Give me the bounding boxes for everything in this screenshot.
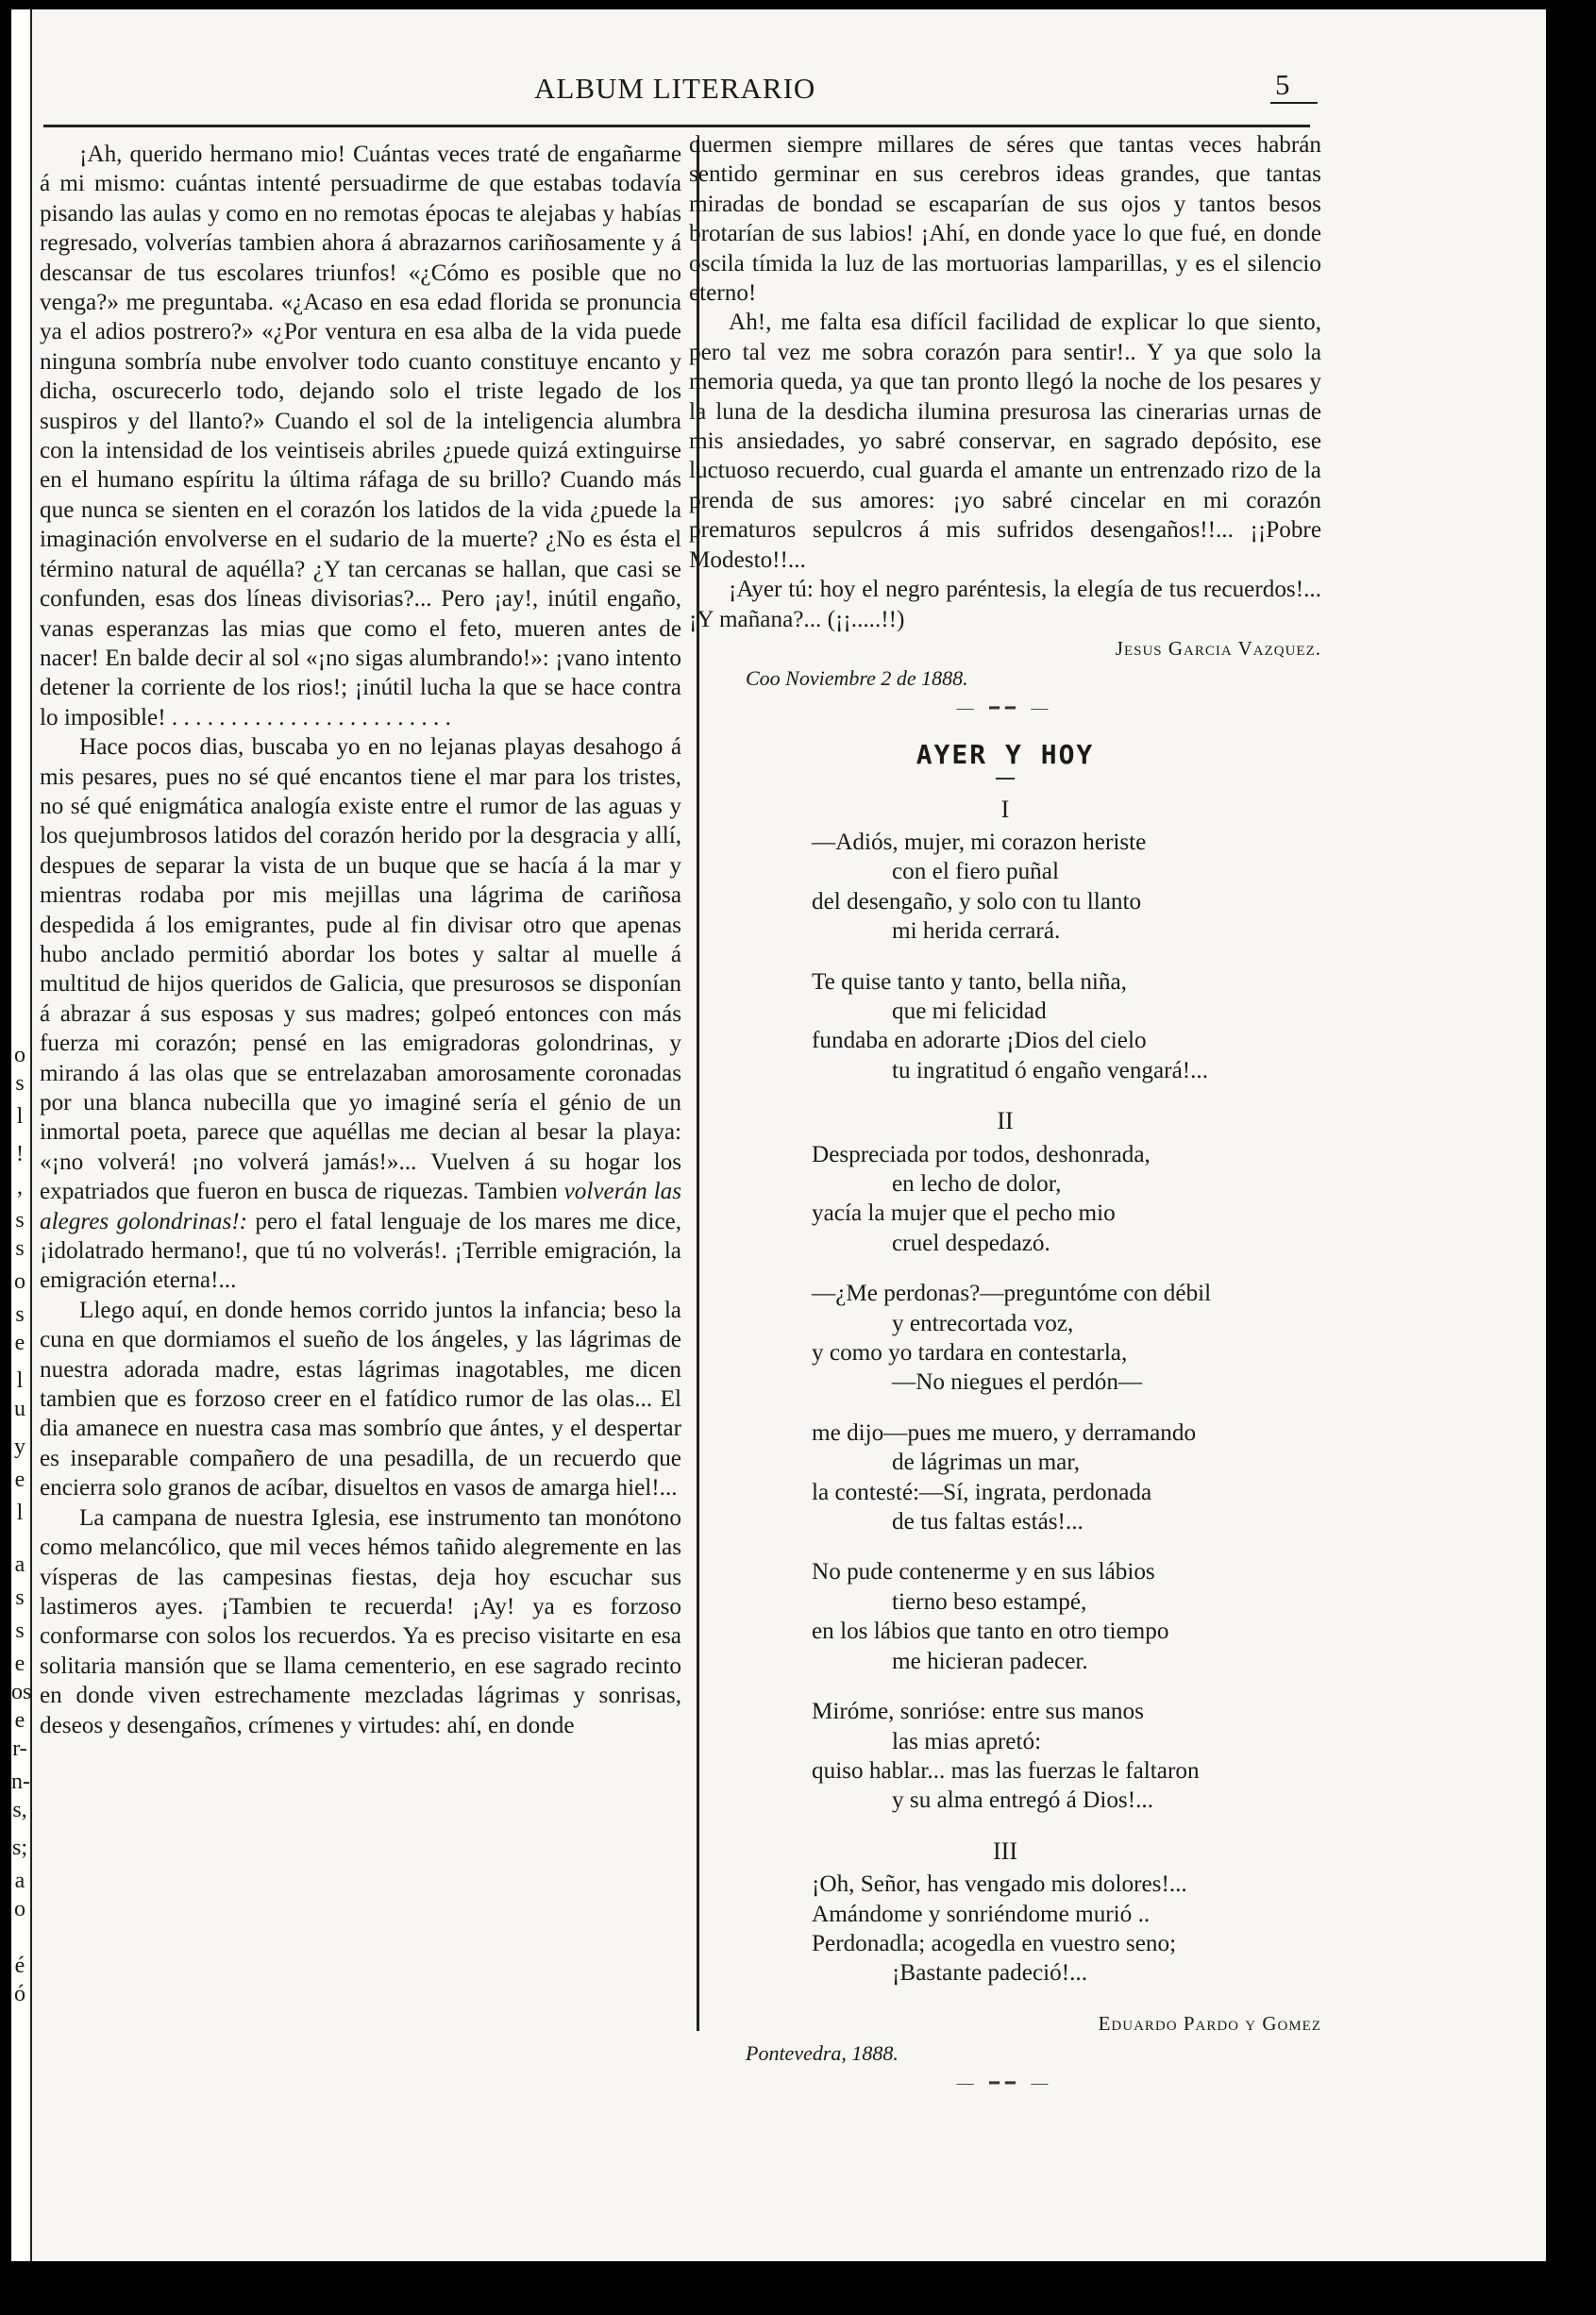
header-rule (43, 125, 1310, 127)
poem-line: Despreciada por todos, deshonrada, (812, 1141, 1151, 1167)
article-signature: Jesus Garcia Vazquez. (1115, 636, 1321, 660)
margin-fragment: , (17, 1175, 23, 1199)
poem-line: con el fiero puñal (892, 859, 1059, 885)
margin-fragment: o (14, 1043, 25, 1067)
article-paragraph-4-continued: duermen siempre millares de séres que tantas veces habrán sentido germinar en sus cerebros ideas grandes, que tantas miradas de bondad se escaparían de sus ojos y tantos besos brotarían de sus labios! ¡Ahí, en donde yace lo que fué, en donde oscila tímida la luz de las mortuorias lamparillas, y es el silencio eterno! (689, 132, 1321, 307)
margin-fragment: ó (14, 1982, 25, 2006)
paragraph-2-tail: pero el fatal lenguaje de los mares me dice, ¡idolatrado hermano!, que tú no volverás!. ¡Terrible emigración, la emigración eterna!... (40, 1208, 681, 1294)
poem-stanza (812, 1697, 1321, 1816)
poem-line: Miróme, sonrióse: entre sus manos (812, 1699, 1144, 1725)
title-rule (996, 778, 1015, 780)
article-paragraph-5: Ah!, me falta esa difícil facilidad de explicar lo que siento, pero tal vez me sobra corazón para sentir!.. Y ya que solo la memoria queda, ya que tan pronto llegó la noche de los pesares y la luna de la desdicha ilumina presurosa las cinerarias urnas de mis ansiedades, yo sabré conservar, en sagrado depósito, ese luctuoso recuerdo, cual guarda el amante un entrenzado rizo de la prenda de sus amores: ¡yo sabré cincelar en mi corazón prematuros sepulcros á mis sufridos desengaños!!... ¡¡Pobre Modesto!!... (689, 310, 1321, 573)
poem-line: yacía la mujer que el pecho mio (812, 1200, 1116, 1227)
poem-line: Perdonadla; acogedla en vuestro seno; (812, 1930, 1177, 1956)
separator-ornament: — ━━ — (956, 697, 1054, 717)
margin-fragment: n- (11, 1770, 30, 1794)
poem-line: y entrecortada voz, (892, 1310, 1074, 1336)
poem-line: en los lábios que tanto en otro tiempo (812, 1619, 1169, 1645)
poem-line: del desengaño, y solo con tu llanto (812, 888, 1142, 914)
poem-stanza (812, 967, 1321, 1086)
margin-fragment: s (15, 1619, 25, 1643)
margin-fragment: s, (12, 1798, 27, 1822)
article-paragraph-6: ¡Ayer tú: hoy el negro paréntesis, la elegía de tus recuerdos!... ¡Y mañana?... (¡¡.....!!) (689, 577, 1321, 632)
poem-line: fundaba en adorarte ¡Dios del cielo (812, 1028, 1147, 1054)
margin-fragment: u (14, 1397, 25, 1421)
poem-line: —¿Me perdonas?—preguntóme con débil (812, 1281, 1212, 1307)
margin-fragment: e (14, 1331, 25, 1355)
page-number: 5 (1275, 68, 1290, 101)
poem-body (689, 795, 1321, 1988)
poem-signature: Eduardo Pardo y Gomez (1098, 2011, 1321, 2035)
margin-fragment: o (14, 1269, 25, 1294)
margin-fragment: r- (12, 1736, 27, 1761)
poem-stanza (812, 1557, 1321, 1676)
poem-line: —Adiós, mujer, mi corazon heriste (812, 829, 1147, 855)
poem-line: tierno beso estampé, (892, 1588, 1087, 1615)
margin-fragment: s (15, 1208, 25, 1233)
poem-line: la contesté:—Sí, ingrata, perdonada (812, 1479, 1152, 1505)
poem-line: Amándome y sonriéndome murió .. (812, 1901, 1151, 1927)
poem-line: ¡Oh, Señor, has vengado mis dolores!... (812, 1871, 1187, 1898)
poem-stanza (812, 828, 1321, 947)
page-number-underline (1270, 102, 1318, 104)
poem-title: AYER Y HOY (916, 739, 1095, 771)
margin-fragment: l (16, 1501, 24, 1525)
poem-line: mi herida cerrará. (892, 918, 1061, 945)
poem-stanza (812, 1870, 1321, 1988)
margin-fragment: a (14, 1552, 25, 1577)
poem-line: tu ingratitud ó engaño vengará!... (892, 1057, 1209, 1083)
margin-fragment: ! (16, 1142, 24, 1166)
poem-line: que mi felicidad (892, 998, 1047, 1024)
article-paragraph-2 (40, 732, 681, 1296)
poem-line: de tus faltas estás!... (892, 1509, 1084, 1535)
poem-line: y su alma entregó á Dios!... (892, 1787, 1153, 1814)
margin-fragment: s (15, 1585, 25, 1610)
margin-fragment: a (14, 1869, 25, 1893)
article-dateline: Coo Noviembre 2 de 1888. (746, 666, 968, 691)
margin-fragment: os (11, 1680, 32, 1704)
poem-line: No pude contenerme y en sus lábios (812, 1559, 1155, 1585)
poem-stanza (812, 1279, 1321, 1398)
margin-fragment: e (14, 1708, 25, 1733)
poem-line: cruel despedazó. (892, 1230, 1050, 1256)
margin-fragment: y (14, 1434, 25, 1459)
poem-stanza (812, 1140, 1321, 1259)
article-paragraph-4: La campana de nuestra Iglesia, ese instrumento tan monótono como melancólico, que mil veces hémos tañido alegremente en las vísperas de las campesinas fiestas, deja hoy escuchar sus lastimeros ayes. ¡Tambien te recuerda! ¡Ay! ya es forzoso conformarse con solos los recuerdos. Ya es preciso visitarte en esa solitaria mansión que se llama cementerio, en ese sagrado recinto en donde viven estrechamente mezcladas lágrimas y sonrisas, deseos y desengaños, crímenes y virtudes: ahí, en donde (40, 1504, 681, 1738)
margin-fragment: é (14, 1954, 25, 1978)
column-right (689, 130, 1321, 2098)
poem-line: me hicieran padecer. (892, 1648, 1088, 1674)
poem-line: y como yo tardara en contestarla, (812, 1340, 1128, 1367)
article-paragraph-1: ¡Ah, querido hermano mio! Cuántas veces traté de engañarme á mi mismo: cuántas intenté persuadirme de que estabas todavía pisando las aulas y como en no remotas épocas te alejabas y habías regresado, volverías tambien ahora á abrazarnos cariñosamente y á descansar de tus escolares triunfos! «¿Cómo es posible que no venga?» me preguntaba. «¿Acaso en esa edad florida se pronuncia ya el adios postrero?» «¿Por ventura en esa alba de la vida puede ninguna sombría nube envolver todo cuanto constituye encanto y dicha, oscurecerlo todo, dejando solo el triste legado de los suspiros y del llanto?» Cuando el sol de la inteligencia alumbra con la intensidad de los veintiseis abriles ¿puede quizá extinguirse en el humano espíritu la última ráfaga de su brillo? Cuando más que nunca se sienten en el corazón los latidos de la vida ¿puede la imaginación envolverse en el sudario de la muerte? ¿No es ésta el término natural de aquélla? ¿Y tan cercanas se hallan, que casi se confunden, esas dos líneas divisorias?... Pero ¡ay!, inútil engaño, vanas esperanzas las mias que como el feto, mueren antes de nacer! En balde decir al sol «¡no sigas alumbrando!»: ¡vano intento detener la corriente de los rios!; ¡inútil lucha la que se hace contra lo imposible! . . . . . . . . . . . . . . . . . . . . . . . . (40, 142, 681, 730)
poem-line: ¡Bastante padeció!... (892, 1960, 1088, 1987)
end-ornament: — ━━ — (956, 2072, 1054, 2092)
paragraph-2-italic: volverán las alegres golondrinas!: (40, 1179, 681, 1234)
poem-dateline: Pontevedra, 1888. (746, 2041, 899, 2066)
left-margin-strip (11, 9, 32, 2261)
margin-fragment: l (16, 1104, 24, 1129)
margin-fragment: o (14, 1897, 25, 1921)
margin-fragment: l (16, 1368, 24, 1393)
margin-fragment: e (14, 1652, 25, 1676)
poem-line: me dijo—pues me muero, y derramando (812, 1419, 1197, 1446)
paragraph-2-text: Hace pocos dias, buscaba yo en no lejanas playas desahogo á mis pesares, pues no sé qué encantos tiene el mar para los tristes, no sé qué enigmática analogía existe entre el rumor de las aguas y los quejumbrosos latidos del corazón herido por la desgracia y allí, despues de separar la vista de un buque que se hacía á la mar y mientras rodaba por mis mejillas una lágrima de cariñosa despedida á los emigrantes, pude al fin divisar otro que apenas hubo anclado permitió abordar los botes y saltar al muelle á multitud de hijos queridos de Galicia, que presurosos se disponían á abrazar á sus esposas y sus madres; golpeó entonces con más fuerza mi corazón; pensé en las emigradoras golondrinas, y mirando á las olas que se entrelazaban amorosamente coronadas por una blanca nubecilla que yo imaginé sería el génio de un inmortal poeta, parece que aquéllas me decian al besar la playa: «¡no volverá! ¡no volverá jamás!»... Vuelven á su hogar los expatriados que fueron en busca de riquezas. Tambien (40, 734, 681, 1205)
poem-part-numeral: II (997, 1107, 1014, 1135)
poem-line: Te quise tanto y tanto, bella niña, (812, 968, 1127, 995)
poem-stanza (812, 1418, 1321, 1537)
poem-part-numeral: III (993, 1837, 1017, 1865)
newspaper-page (11, 9, 1546, 2261)
header-title: ALBUM LITERARIO (534, 72, 816, 105)
margin-fragment: s (15, 1236, 25, 1261)
poem-line: las mias apretó: (892, 1728, 1042, 1754)
poem-line: de lágrimas un mar, (892, 1450, 1081, 1476)
column-left (40, 140, 681, 1740)
margin-fragment: s; (11, 1836, 27, 1860)
margin-fragment: e (14, 1468, 25, 1492)
poem-line: —No niegues el perdón— (892, 1369, 1143, 1396)
poem-line: quiso hablar... mas las fuerzas le faltaron (812, 1757, 1200, 1784)
page-header (43, 64, 1308, 132)
poem-part-numeral: I (1000, 795, 1010, 823)
margin-fragment: s (15, 1302, 25, 1327)
poem-line: en lecho de dolor, (892, 1171, 1062, 1197)
margin-fragment: s (15, 1071, 25, 1096)
article-paragraph-3: Llego aquí, en donde hemos corrido juntos la infancia; beso la cuna en que dormiamos el sueño de los ángeles, y las lágrimas de nuestra adorada madre, estas lágrimas inagotables, me dicen tambien que es forzoso creer en el fatídico rumor de las olas... El dia amanece en nuestra casa mas sombrío que ántes, y el despertar es inseparable compañero de una pesadilla, de un recuerdo que encierra solo granos de acíbar, disueltos en vasos de amarga hiel!... (40, 1297, 681, 1501)
